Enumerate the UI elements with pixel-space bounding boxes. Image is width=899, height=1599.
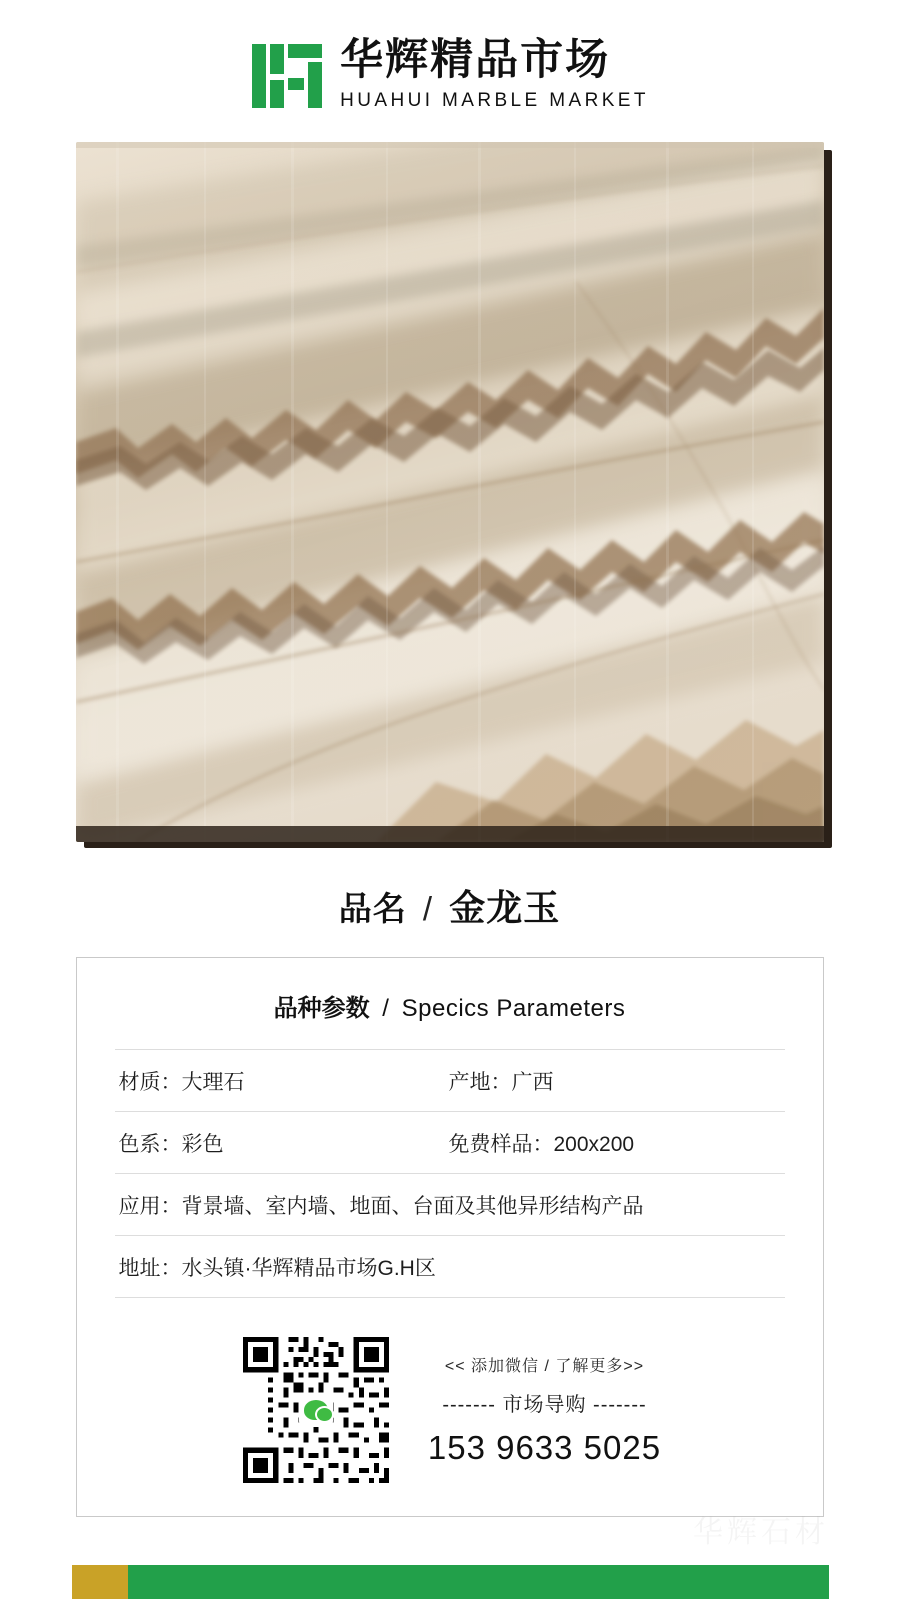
table-row [115, 1049, 785, 1111]
param-free-sample [449, 1128, 781, 1158]
param-material-label: 材质： [118, 1071, 182, 1094]
param-material [119, 1066, 449, 1096]
product-title-value: 金龙玉 [449, 887, 561, 928]
param-material-value: 大理石 [181, 1071, 245, 1094]
param-color-label: 色系： [118, 1133, 182, 1156]
param-color [119, 1128, 449, 1158]
param-application [119, 1190, 781, 1220]
market-guide-text: ------- 市场导购 ------- [442, 1394, 647, 1416]
contact-phone[interactable]: 153 9633 5025 [427, 1429, 662, 1466]
table-row [115, 1111, 785, 1173]
product-image-wrapper [76, 142, 824, 842]
param-application-label: 应用： [118, 1195, 182, 1218]
footer-bar [0, 1565, 899, 1599]
add-wechat-text: << 添加微信 / 了解更多>> [444, 1358, 645, 1375]
contact-text [428, 1353, 661, 1467]
param-application-value: 背景墙、室内墙、地面、台面及其他异形结构产品 [181, 1195, 644, 1218]
param-address-value: 水头镇·华辉精品市场G.H区 [181, 1257, 436, 1280]
param-color-value: 彩色 [181, 1133, 224, 1156]
param-free-sample-value: 200x200 [553, 1133, 635, 1156]
product-title-label: 品名 [338, 890, 407, 927]
table-row [115, 1235, 785, 1298]
param-free-sample-label: 免费样品： [448, 1133, 554, 1156]
brand-name-en: HUAHUI MARBLE MARKET [340, 89, 649, 111]
brand-header [0, 0, 899, 136]
footer-segment-white-right [829, 1565, 899, 1599]
product-title-separator: / [422, 890, 434, 927]
parameters-heading-separator: / [382, 995, 389, 1022]
huahui-logo-icon [250, 38, 324, 112]
contact-block [77, 1332, 823, 1488]
param-address [119, 1252, 781, 1282]
param-origin-label: 产地： [448, 1071, 512, 1094]
parameters-heading-cn: 品种参数 [273, 995, 370, 1022]
brand-text [340, 38, 649, 111]
brand-name-cn: 华辉精品市场 [340, 36, 611, 85]
wechat-icon [299, 1393, 333, 1427]
parameters-rows [77, 1049, 823, 1298]
product-title [0, 880, 899, 931]
parameters-card [76, 957, 824, 1517]
param-origin-value: 广西 [511, 1071, 554, 1094]
wechat-qr-code[interactable] [238, 1332, 394, 1488]
product-slab-image [76, 142, 824, 842]
footer-segment-gold [72, 1565, 128, 1599]
parameters-heading-en: Specics Parameters [401, 995, 626, 1022]
footer-segment-green [128, 1565, 829, 1599]
footer-segment-white-left [0, 1565, 72, 1599]
param-address-label: 地址： [118, 1257, 182, 1280]
table-row [115, 1173, 785, 1235]
parameters-heading [77, 988, 823, 1023]
param-origin [449, 1066, 781, 1096]
